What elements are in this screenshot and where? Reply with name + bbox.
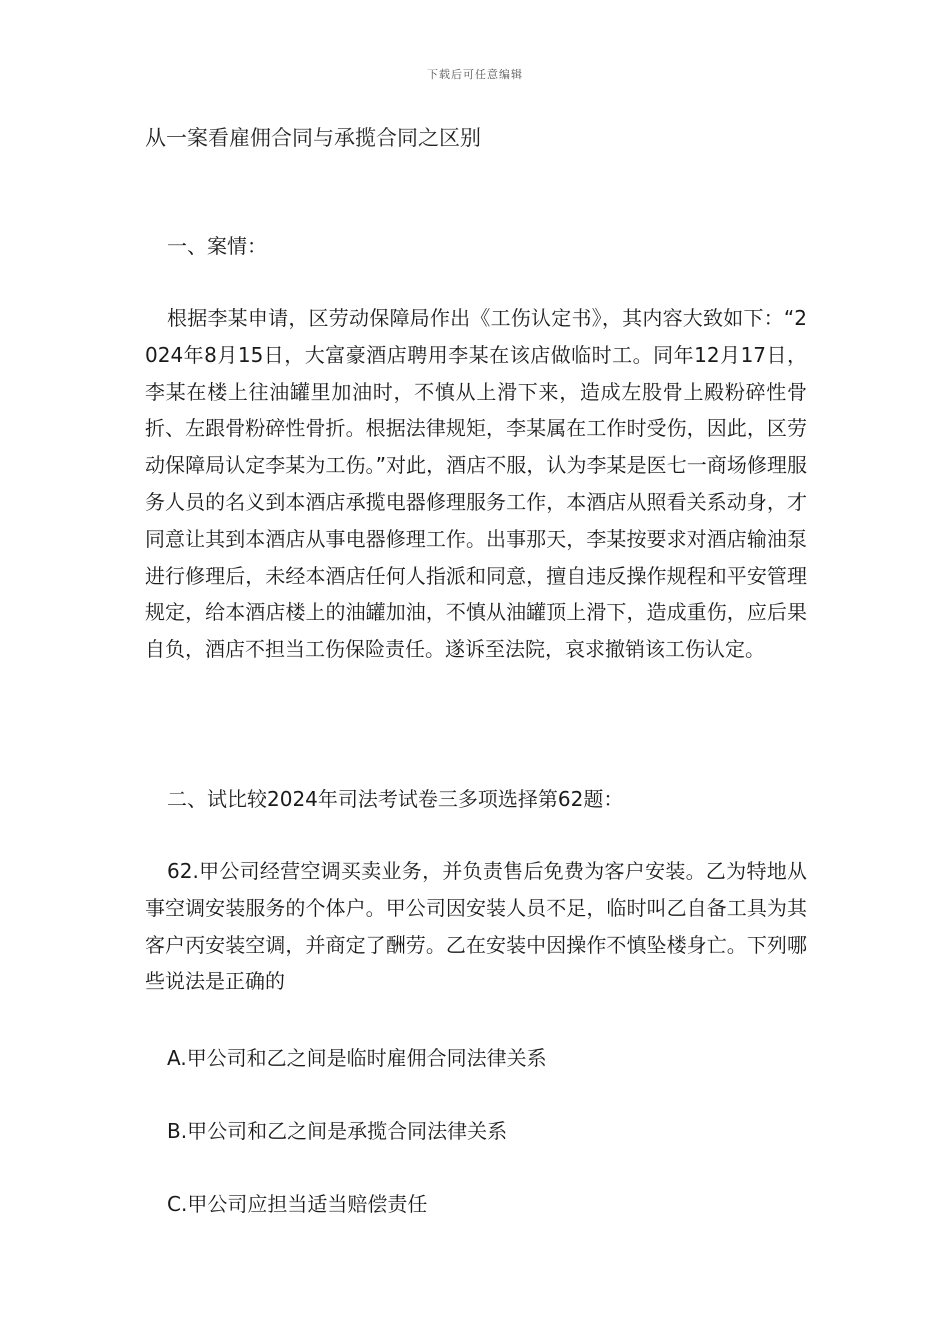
option-a: A.甲公司和乙之间是临时雇佣合同法律关系	[167, 1046, 547, 1070]
option-c: C.甲公司应担当适当赔偿责任	[167, 1192, 428, 1216]
question-paragraph: 62.甲公司经营空调买卖业务，并负责售后免费为客户安装。乙为特地从事空调安装服务的个体户。甲公司因安装人员不足，临时叫乙自备工具为其客户丙安装空调，并商定了酬劳。乙在安装中因操作不慎坠楼身亡。下列哪些说法是正确的	[145, 859, 807, 994]
header-note: 下载后可任意编辑	[427, 68, 523, 81]
document-title: 从一案看雇佣合同与承揽合同之区别	[145, 126, 481, 150]
section-heading-case: 一、案情：	[167, 234, 267, 258]
case-paragraph: 根据李某申请，区劳动保障局作出《工伤认定书》，其内容大致如下：“2024年8月15日，大富豪酒店聘用李某在该店做临时工。同年12月17日，李某在楼上往油罐里加油时，不慎从上滑下来，造成左股骨上殿粉碎性骨折、左跟骨粉碎性骨折。根据法律规矩，李某属在工作时受伤，因此，区劳动保障局认定李某为工伤。”对此，酒店不服，认为李某是医七一商场修理服务人员的名义到本酒店承揽电器修理服务工作，本酒店从照看关系动身，才同意让其到本酒店从事电器修理工作。出事那天，李某按要求对酒店输油泵进行修理后，未经本酒店任何人指派和同意，擅自违反操作规程和平安管理规定，给本酒店楼上的油罐加油，不慎从油罐顶上滑下，造成重伤，应后果自负，酒店不担当工伤保险责任。遂诉至法院，哀求撤销该工伤认定。	[145, 306, 807, 662]
section-heading-comparison: 二、试比较2024年司法考试卷三多项选择第62题：	[167, 787, 624, 811]
option-b: B.甲公司和乙之间是承揽合同法律关系	[167, 1119, 508, 1143]
